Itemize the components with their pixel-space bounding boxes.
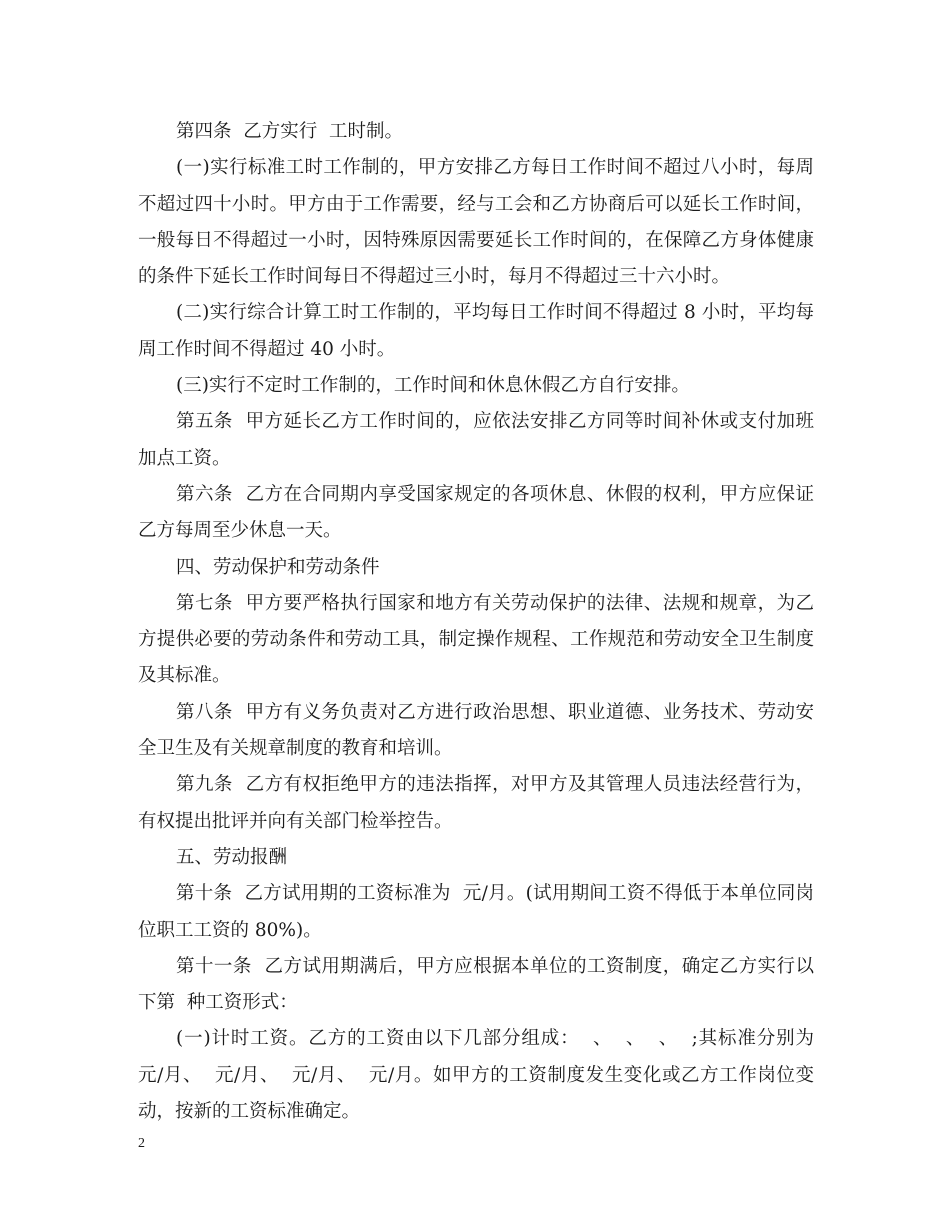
article-5: 第五条 甲方延长乙方工作时间的，应依法安排乙方同等时间补休或支付加班加点工资。 [138, 411, 814, 469]
document-body [138, 114, 826, 1130]
page-number: 2 [138, 1136, 145, 1151]
article-9: 第九条 乙方有权拒绝甲方的违法指挥，对甲方及其管理人员违法经营行为，有权提出批评并向有关部门检举控告。 [138, 774, 814, 832]
article-11-clause-1: (一)计时工资。乙方的工资由以下几部分组成： 、 、 、 ;其标准分别为 元/月、 元/月、 元/月、 元/月。如甲方的工资制度发生变化或乙方工作岗位变动，按新的工资标准确定。 [138, 1028, 826, 1123]
article-7: 第七条 甲方要严格执行国家和地方有关劳动保护的法律、法规和规章，为乙方提供必要的劳动条件和劳动工具，制定操作规程、工作规范和劳动安全卫生制度及其标准。 [138, 592, 814, 687]
article-6: 第六条 乙方在合同期内享受国家规定的各项休息、休假的权利，甲方应保证乙方每周至少休息一天。 [138, 483, 814, 542]
article-4-clause-2: (二)实行综合计算工时工作制的，平均每日工作时间不得超过 8 小时，平均每周工作时间不得超过 40 小时。 [138, 302, 814, 360]
article-10: 第十条 乙方试用期的工资标准为 元/月。(试用期间工资不得低于本单位同岗位职工工资的 80%)。 [138, 883, 814, 941]
article-4-heading: 第四条 乙方实行 工时制。 [176, 121, 404, 142]
section-5-heading: 五、劳动报酬 [176, 846, 288, 868]
section-4-heading: 四、劳动保护和劳动条件 [176, 556, 380, 578]
article-11: 第十一条 乙方试用期满后，甲方应根据本单位的工资制度，确定乙方实行以下第 种工资形式： [138, 955, 814, 1014]
article-4-clause-1: (一)实行标准工时工作制的，甲方安排乙方每日工作时间不超过八小时，每周不超过四十小时。甲方由于工作需要，经与工会和乙方协商后可以延长工作时间，一般每日不得超过一小时，因特殊原因需要延长工作时间的，在保障乙方身体健康的条件下延长工作时间每日不得超过三小时，每月不得超过三十六小时。 [138, 157, 814, 288]
article-4-clause-3: (三)实行不定时工作制的，工作时间和休息休假乙方自行安排。 [176, 375, 690, 397]
article-8: 第八条 甲方有义务负责对乙方进行政治思想、职业道德、业务技术、劳动安全卫生及有关规章制度的教育和培训。 [138, 701, 814, 760]
